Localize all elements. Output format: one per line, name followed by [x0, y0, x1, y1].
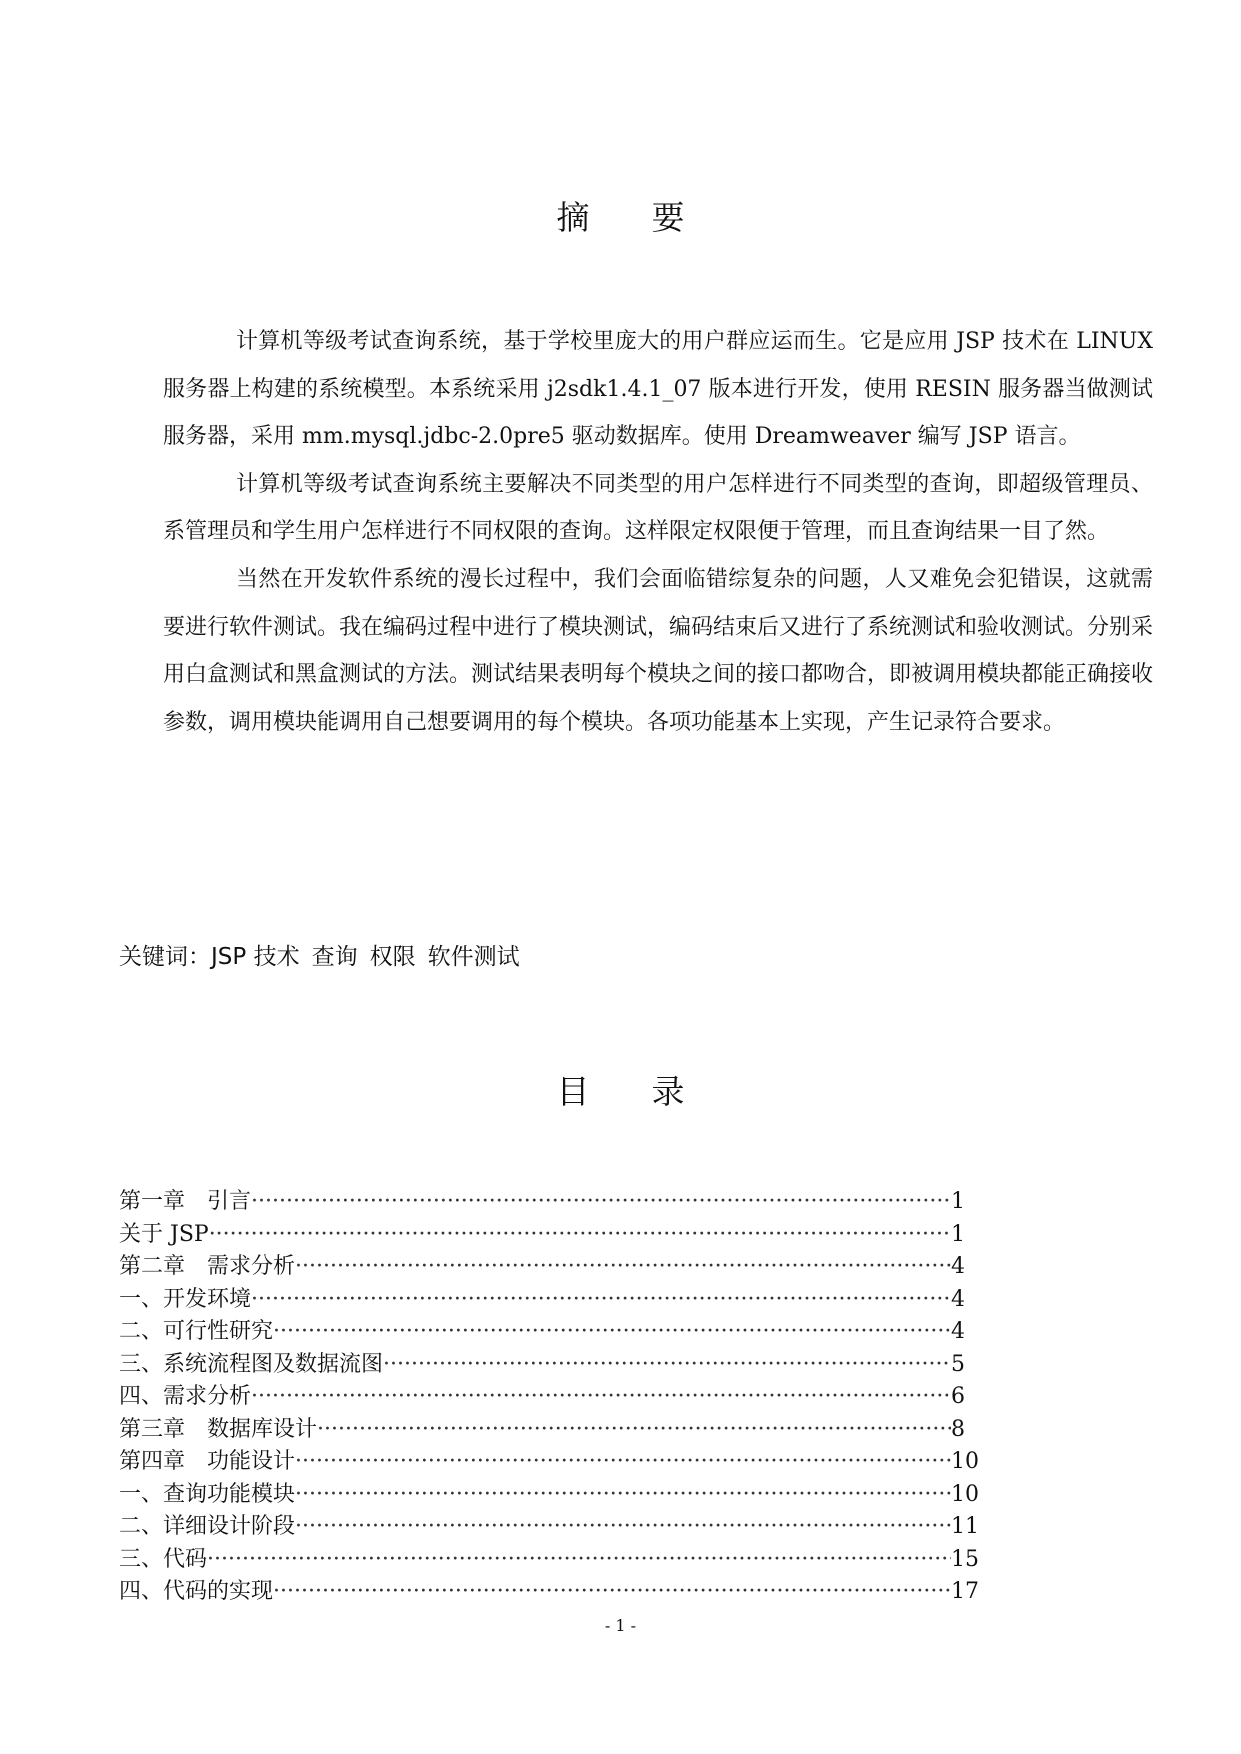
toc-entry[interactable] [119, 1381, 989, 1414]
toc-entry-label: 关于 JSP [119, 1221, 209, 1247]
toc-leader-dots [207, 1544, 951, 1577]
keywords-label: 关键词： [119, 944, 211, 970]
keyword-term: JSP 技术 [211, 944, 300, 970]
page-number: - 1 - [604, 1616, 637, 1635]
toc-entry-label: 四、需求分析 [119, 1384, 252, 1409]
toc-page-number: 4 [951, 1319, 965, 1344]
abstract-body [163, 318, 1153, 746]
toc-page-number: 4 [951, 1286, 965, 1312]
toc-leader-dots [251, 1186, 951, 1219]
toc-page-number: 1 [951, 1189, 965, 1214]
toc-entry[interactable] [119, 1251, 989, 1284]
toc-entry[interactable] [119, 1511, 989, 1544]
toc-entry-label: 二、可行性研究 [119, 1319, 274, 1344]
toc-entry[interactable] [119, 1479, 989, 1512]
toc-page-number: 10 [951, 1481, 979, 1507]
abstract-title: 摘要 [556, 198, 747, 237]
toc-entry-label: 第一章 引言 [119, 1189, 252, 1214]
toc-leader-dots [295, 1479, 951, 1512]
toc-entry[interactable] [119, 1316, 989, 1349]
toc-leader-dots [383, 1349, 951, 1382]
toc-leader-dots [251, 1381, 951, 1414]
keyword-term: 权限 [369, 944, 416, 970]
toc-page-number: 10 [951, 1449, 979, 1474]
toc-title: 目录 [556, 1072, 747, 1111]
toc-page-number: 11 [951, 1514, 979, 1539]
toc-leader-dots [317, 1414, 951, 1447]
toc-entry-label: 四、代码的实现 [119, 1579, 274, 1604]
toc-page-number: 17 [951, 1579, 979, 1604]
abstract-paragraph: 当然在开发软件系统的漫长过程中，我们会面临错综复杂的问题，人又难免会犯错误，这就需要进行软件测试。我在编码过程中进行了模块测试，编码结束后又进行了系统测试和验收测试。分别采用白盒测试和黑盒测试的方法。测试结果表明每个模块之间的接口都吻合，即被调用模块都能正确接收参数，调用模块能调用自己想要调用的每个模块。各项功能基本上实现，产生记录符合要求。 [163, 566, 1154, 735]
toc-leader-dots [273, 1576, 951, 1609]
keywords-line [119, 938, 532, 971]
toc-leader-dots [209, 1219, 951, 1252]
toc-entry-label: 第二章 需求分析 [119, 1254, 296, 1279]
toc-entry[interactable] [119, 1414, 989, 1447]
toc-entry-label: 第三章 数据库设计 [119, 1416, 318, 1442]
table-of-contents [119, 1186, 989, 1609]
toc-entry[interactable] [119, 1284, 989, 1317]
toc-entry-label: 一、开发环境 [119, 1286, 252, 1312]
toc-entry[interactable] [119, 1349, 989, 1382]
toc-entry-label: 三、系统流程图及数据流图 [119, 1351, 384, 1377]
toc-leader-dots [295, 1251, 951, 1284]
toc-leader-dots [251, 1284, 951, 1317]
toc-entry-label: 一、查询功能模块 [119, 1481, 296, 1507]
toc-page-number: 6 [951, 1384, 965, 1409]
toc-page-number: 8 [951, 1416, 965, 1442]
toc-leader-dots [295, 1446, 951, 1479]
toc-page-number: 5 [951, 1351, 965, 1377]
abstract-paragraph: 计算机等级考试查询系统，基于学校里庞大的用户群应运而生。它是应用 JSP 技术在 LINUX 服务器上构建的系统模型。本系统采用 j2sdk1.4.1_07 版本进行开发，使用 RESIN 服务器当做测试服务器，采用 mm.mysql.jdbc-2.0pre5 驱动数据库。使用 Dreamweaver 编写 JSP 语言。 [163, 329, 1153, 450]
toc-entry-label: 第四章 功能设计 [119, 1449, 296, 1474]
toc-entry-label: 二、详细设计阶段 [119, 1514, 296, 1539]
toc-entry[interactable] [119, 1544, 989, 1577]
toc-entry[interactable] [119, 1576, 989, 1609]
toc-leader-dots [295, 1511, 951, 1544]
toc-page-number: 15 [951, 1546, 979, 1572]
keyword-term: 软件测试 [427, 944, 520, 970]
abstract-paragraph: 计算机等级考试查询系统主要解决不同类型的用户怎样进行不同类型的查询，即超级管理员、系管理员和学生用户怎样进行不同权限的查询。这样限定权限便于管理，而且查询结果一目了然。 [163, 471, 1153, 545]
toc-entry-label: 三、代码 [119, 1546, 208, 1572]
toc-entry[interactable] [119, 1446, 989, 1479]
toc-entry[interactable] [119, 1186, 989, 1219]
keyword-term: 查询 [311, 944, 358, 970]
toc-page-number: 1 [951, 1221, 965, 1247]
toc-leader-dots [273, 1316, 951, 1349]
toc-page-number: 4 [951, 1254, 965, 1279]
toc-entry[interactable] [119, 1219, 989, 1252]
